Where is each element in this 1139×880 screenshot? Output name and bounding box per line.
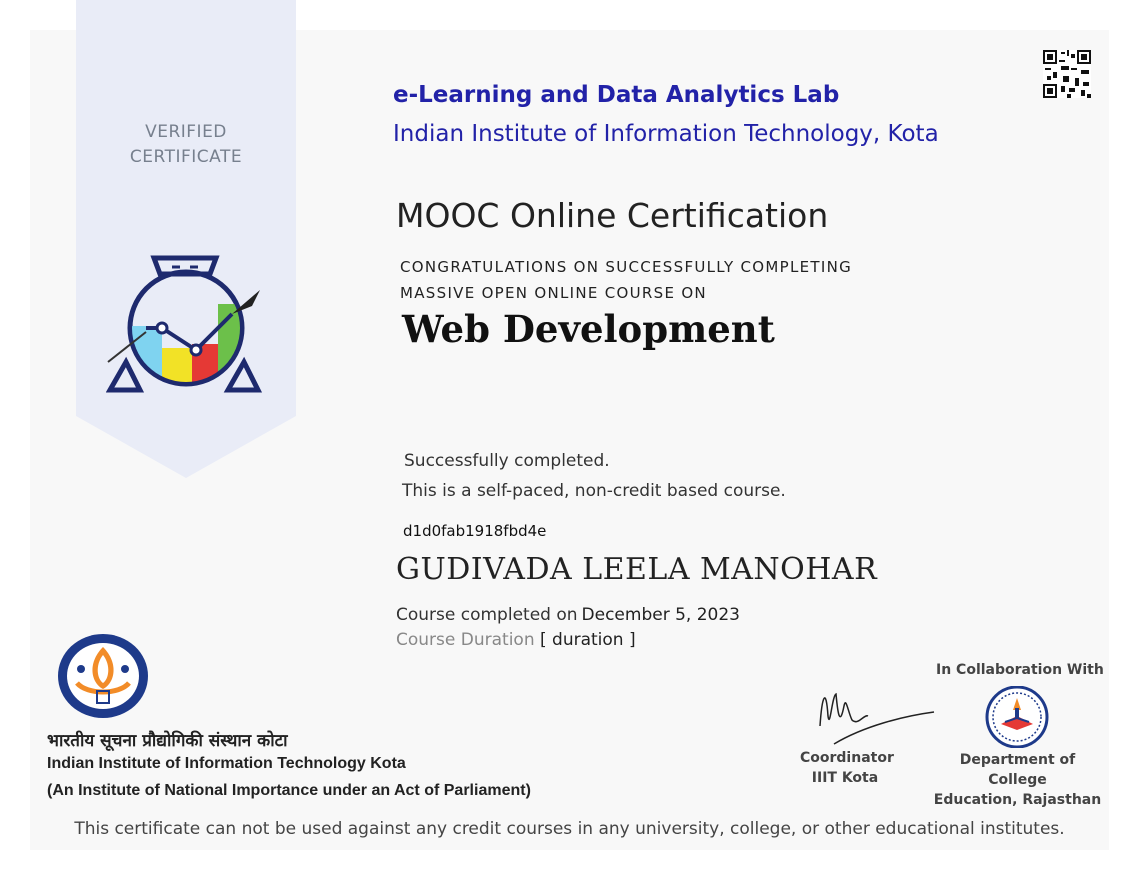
institute-hindi-name: भारतीय सूचना प्रौद्योगिकी संस्थान कोटा [47, 731, 288, 751]
duration-close-bracket: ] [629, 630, 636, 650]
coordinator-signature-icon [814, 676, 936, 750]
completed-date: December 5, 2023 [581, 605, 740, 625]
institute-status: (An Institute of National Importance under an Act of Parliament) [47, 782, 531, 799]
completion-date-row [396, 605, 740, 625]
congratulations-text [400, 254, 852, 306]
verified-label [76, 120, 296, 170]
student-name: GUDIVADA LEELA MANOHAR [396, 552, 878, 587]
institute-full-name: Indian Institute of Information Technology Kota [47, 755, 406, 772]
signatory-line2: IIIT Kota [811, 770, 879, 786]
partner-line2: Education, Rajasthan [933, 792, 1102, 808]
disclaimer-text: This certificate can not be used against any credit courses in any university, college, or other educational institutes. [74, 819, 1065, 839]
coordinator-label [800, 748, 894, 788]
duration-row [396, 630, 636, 650]
signatory-line1: Coordinator [800, 750, 894, 766]
partner-name [930, 750, 1105, 810]
verified-line2: CERTIFICATE [129, 147, 243, 167]
course-name: Web Development [402, 307, 775, 351]
collaboration-label: In Collaboration With [936, 662, 1104, 678]
iiit-kota-logo-icon [57, 633, 149, 723]
institute-name: Indian Institute of Information Technology, Kota [393, 121, 939, 147]
dce-rajasthan-logo-icon [985, 686, 1049, 752]
partner-line1: Department of College [959, 752, 1076, 788]
duration-value: duration [552, 630, 624, 650]
completion-status: Successfully completed. [404, 451, 610, 471]
lab-name: e-Learning and Data Analytics Lab [393, 82, 840, 108]
qr-code-icon[interactable] [1043, 50, 1091, 98]
completed-label: Course completed on [396, 605, 578, 625]
verified-line1: VERIFIED [145, 122, 227, 142]
congrats-line2: MASSIVE OPEN ONLINE COURSE ON [400, 284, 707, 302]
certificate-id: d1d0fab1918fbd4e [403, 522, 547, 540]
duration-label: Course Duration [396, 630, 535, 650]
congrats-line1: CONGRATULATIONS ON SUCCESSFULLY COMPLETING [400, 258, 853, 276]
course-note: This is a self-paced, non-credit based course. [402, 481, 786, 501]
ribbon-overlay [76, 0, 296, 478]
duration-open-bracket: [ [540, 630, 547, 650]
lab-logo-icon [106, 254, 266, 400]
certificate-title: MOOC Online Certification [396, 196, 829, 235]
